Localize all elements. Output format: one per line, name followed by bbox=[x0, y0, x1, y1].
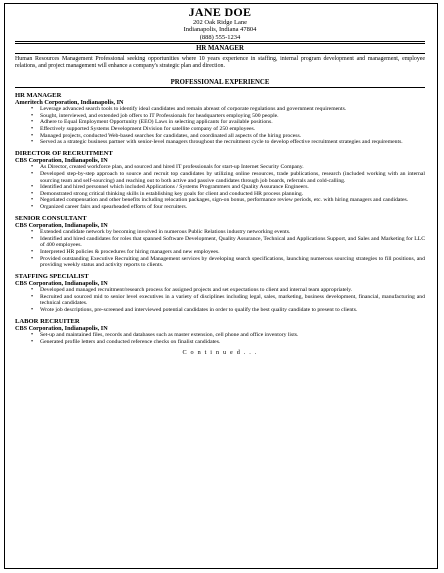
job-company: CBS Corporation, Indianapolis, IN bbox=[15, 222, 108, 230]
job-bullet: • Organized career fairs and spearheaded efforts of four recruiters. bbox=[40, 204, 425, 211]
job-bullet-list bbox=[15, 332, 425, 345]
candidate-name: JANE DOE bbox=[188, 5, 252, 19]
job-company: CBS Corporation, Indianapolis, IN bbox=[15, 325, 108, 333]
job-bullet: • Served as a strategic business partner with senior-level managers throughout the recruitment cycle to develop effective recruitment strategies and requirements. bbox=[40, 139, 425, 146]
job-title: SENIOR CONSULTANT bbox=[15, 214, 87, 222]
job-bullet-list bbox=[15, 287, 425, 313]
address-line-1: 202 Oak Ridge Lane bbox=[193, 19, 247, 26]
job-bullet: • Wrote job descriptions, pre-screened and interviewed potential candidates in order to qualify the best quality candidate to present to clients. bbox=[40, 307, 425, 314]
job-bullet-list bbox=[15, 106, 425, 146]
job-bullet: • Recruited and sourced mid to senior level executives in a variety of disciplines including legal, sales, marketing, business development, financial, manufacturing and technical candidates. bbox=[40, 294, 425, 307]
job-title: DIRECTOR OF RECRUITMENT bbox=[15, 149, 113, 157]
job-bullet: • Negotiated compensation and other benefits including relocation packages, sign-on bonus, performance review periods, etc. with hiring managers and candidates. bbox=[40, 197, 425, 204]
continued-note: C o n t i n u e d . . . bbox=[182, 349, 258, 357]
job-bullet: • Set-up and maintained files, records and databases such as master extension, cell phone and office inventory lists. bbox=[40, 332, 425, 339]
job-bullet: • Interpreted HR policies & procedures for hiring managers and new employees. bbox=[40, 249, 425, 256]
resume-header bbox=[15, 6, 425, 41]
job-bullet: • Developed and managed recruitment/research process for assigned projects and set expectations to client and internal team appropriately. bbox=[40, 287, 425, 294]
job-entry bbox=[15, 318, 425, 346]
job-title: HR MANAGER bbox=[15, 91, 62, 99]
job-entry bbox=[15, 215, 425, 269]
job-company: Ameritech Corporation, Indianapolis, IN bbox=[15, 99, 124, 107]
objective-title: HR MANAGER bbox=[196, 45, 244, 53]
resume-content bbox=[15, 4, 425, 356]
job-bullet: • Demonstrated strong critical thinking skills in establishing key goals for client and conducted HR process planning. bbox=[40, 191, 425, 198]
professional-summary: Human Resources Management Professional seeking opportunities where 10 years experience in staffing, internal program development and management, employee relations, and project management will enhance a company's strategic plan and direction. bbox=[15, 56, 425, 70]
job-bullet: • As Director, created workforce plan, and sourced and hired IT professionals for start-up Internet Security Company. bbox=[40, 164, 425, 171]
job-bullet: • Sought, interviewed, and extended job offers to IT Professionals for headquarters employing 500 people. bbox=[40, 113, 425, 120]
job-bullet: • Identified and hired candidates for roles that spanned Software Development, Quality Assurance, Technical and Applications Support, and Sales and Marketing for LLC of 400 employees. bbox=[40, 236, 425, 249]
job-bullet: • Leverage advanced search tools to identify ideal candidates and remain abreast of corporate regulations and government requirements. bbox=[40, 106, 425, 113]
job-entry bbox=[15, 150, 425, 211]
experience-divider bbox=[15, 87, 425, 88]
job-bullet: • Developed step-by-step approach to source and recruit top candidates by utilizing online resources, trade publications, research (included working with an internal sourcing team and self-sourcing) and reaching out to both active and passive candidates through job boards, referrals and cold-calling. bbox=[40, 171, 425, 184]
job-bullet: • Provided outstanding Executive Recruiting and Management services by developing search specifications, launching numerous sourcing strategies to fill positions, and providing weekly status and activity reports to clients. bbox=[40, 256, 425, 269]
job-bullet: • Managed projects, conducted Web-based searches for candidates, and coordinated all aspects of the hiring process. bbox=[40, 133, 425, 140]
job-title: STAFFING SPECIALIST bbox=[15, 272, 89, 280]
job-entry bbox=[15, 92, 425, 146]
resume-page bbox=[4, 3, 438, 569]
address-line-2: Indianapolis, Indiana 47804 bbox=[183, 26, 257, 34]
job-title: LABOR RECRUITER bbox=[15, 317, 80, 325]
job-bullet: • Generated profile letters and conducted reference checks on finalist candidates. bbox=[40, 339, 425, 346]
job-entry bbox=[15, 273, 425, 314]
job-bullet: • Effectively supported Systems Development Division for satellite company of 250 employees. bbox=[40, 126, 425, 133]
job-bullet-list bbox=[15, 229, 425, 269]
job-bullet-list bbox=[15, 164, 425, 210]
job-bullet: • Identified and hired personnel which included Applications / Systems Programmers and Quality Assurance Engineers. bbox=[40, 184, 425, 191]
job-bullet: • Extended candidate network by becoming involved in numerous Public Relations industry networking events. bbox=[40, 229, 425, 236]
experience-section-title: PROFESSIONAL EXPERIENCE bbox=[170, 78, 270, 86]
job-company: CBS Corporation, Indianapolis, IN bbox=[15, 157, 108, 165]
phone-number: (888) 555-1234 bbox=[199, 33, 241, 41]
experience-list bbox=[15, 92, 425, 346]
job-bullet: • Adhere to Equal Employment Opportunity (EEO) Laws in selecting applicants for available positions. bbox=[40, 119, 425, 126]
job-company: CBS Corporation, Indianapolis, IN bbox=[15, 280, 108, 288]
